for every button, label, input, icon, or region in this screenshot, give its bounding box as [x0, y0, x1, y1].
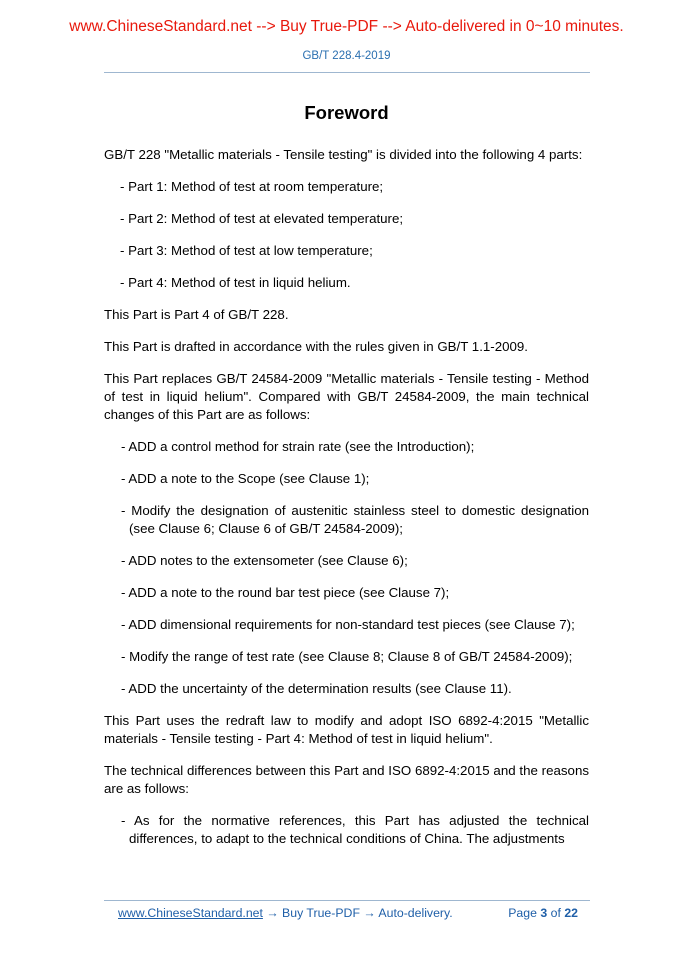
page-title: Foreword	[304, 102, 389, 123]
intro-paragraph: GB/T 228 "Metallic materials - Tensile testing" is divided into the following 4 parts:	[104, 147, 583, 162]
list-item: - ADD a note to the round bar test piece (see Clause 7);	[121, 585, 450, 600]
standard-code-header: GB/T 228.4-2019	[302, 50, 391, 62]
list-item: - Part 2: Method of test at elevated temperature;	[120, 211, 404, 226]
top-banner[interactable]: www.ChineseStandard.net --> Buy True-PDF --> Auto-delivered in 0~10 minutes.	[69, 18, 624, 35]
differences-paragraph: The technical differences between this Part and ISO 6892-4:2015 and the reasons are as follows:	[104, 763, 589, 796]
list-item: - As for the normative references, this Part has adjusted the technical differences, to adapt to the technical conditions of China. The adjustments	[121, 813, 589, 846]
redraft-paragraph: This Part uses the redraft law to modify and adopt ISO 6892-4:2015 "Metallic materials - Tensile testing - Part 4: Method of test in liquid helium".	[104, 713, 589, 746]
document-body	[104, 146, 589, 862]
list-item: - Part 1: Method of test at room temperature;	[120, 179, 384, 194]
page-footer	[118, 906, 578, 920]
list-item: - ADD a control method for strain rate (see the Introduction);	[121, 439, 475, 454]
page-current: 3	[540, 906, 548, 920]
part-of-paragraph: This Part is Part 4 of GB/T 228.	[104, 307, 289, 322]
page-of: of	[550, 906, 561, 920]
page-total: 22	[564, 906, 578, 920]
list-item: - Modify the range of test rate (see Clause 8; Clause 8 of GB/T 24584-2009);	[121, 649, 573, 664]
footer-text: → Buy True-PDF → Auto-delivery.	[262, 906, 453, 920]
header-divider	[104, 72, 590, 73]
list-item: - Modify the designation of austenitic stainless steel to domestic designation (see Clause 6; Clause 6 of GB/T 24584-2009);	[121, 503, 589, 536]
list-item: - ADD the uncertainty of the determination results (see Clause 11).	[121, 681, 512, 696]
footer-divider	[104, 900, 590, 901]
footer-site-link[interactable]: www.ChineseStandard.net	[118, 906, 263, 920]
list-item: - Part 4: Method of test in liquid helium.	[120, 275, 351, 290]
page-label: Page	[508, 906, 537, 920]
list-item: - ADD notes to the extensometer (see Clause 6);	[121, 553, 408, 568]
list-item: - ADD a note to the Scope (see Clause 1);	[121, 471, 370, 486]
drafted-paragraph: This Part is drafted in accordance with the rules given in GB/T 1.1-2009.	[104, 339, 528, 354]
list-item: - ADD dimensional requirements for non-standard test pieces (see Clause 7);	[121, 617, 575, 632]
page-indicator	[508, 906, 578, 920]
replaces-paragraph: This Part replaces GB/T 24584-2009 "Metallic materials - Tensile testing - Method of test in liquid helium". Compared with GB/T 24584-2009, the main technical changes of this Part are as follows:	[104, 371, 589, 422]
list-item: - Part 3: Method of test at low temperature;	[120, 243, 373, 258]
